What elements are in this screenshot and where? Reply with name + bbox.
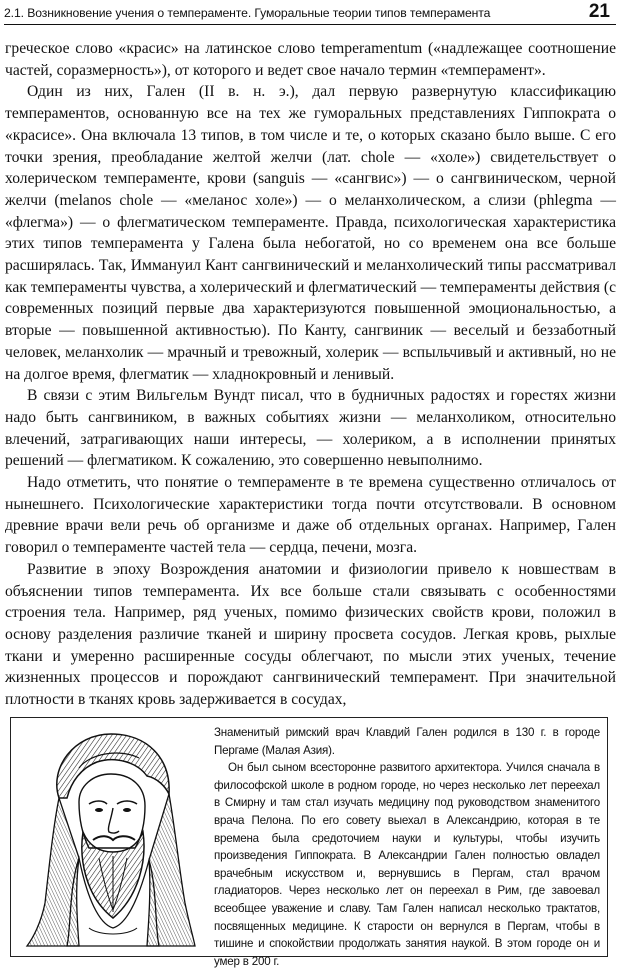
- main-text: [5, 38, 616, 711]
- running-header: [4, 2, 616, 25]
- galen-portrait-engraving: [19, 728, 197, 950]
- paragraph: Надо отметить, что понятие о темпераменте в те времена существенно отличалось от нынешнего. Психологические характеристики тогда почти отсутствовали. В основном древние врачи вели речь об организме и даже об отдельных органах. Например, Гален говорил о темпераменте частей тела — сердца, печени, мозга.: [5, 474, 616, 557]
- biography-paragraph: Он был сыном всесторонне развитого архитектора. Учился сначала в философской школе в родном городе, но через несколько лет переехал в Смирну и там стал изучать медицину под руководством знаменитого врача Пелона. По его совету выехал в Александрию, которая в те времена была средоточием науки и культуры, чтобы изучить произведения Гиппократа. В Александрии Гален полностью овладел врачебным искусством и, вернувшись в Пергам, стал врачом гладиаторов. Через несколько лет он переехал в Рим, где завоевал всеобщее уважение и славу. Там Гален написал несколько трактатов, посвященных медицине. К старости он вернулся в Пергам, чтобы в тишине и спокойствии продолжать занятия наукой. В этом городе он и умер в 200 г.: [214, 761, 600, 968]
- paragraph: Развитие в эпоху Возрождения анатомии и физиологии привело к новшествам в объяснении типов темперамента. Их все больше стали связывать с особенностями строения тела. Например, ряд ученых, помимо физических свойств крови, положил в основу разделения различие тканей и ширину просвета сосудов. Легкая кровь, рыхлые ткани и умеренно расширенные сосуды облегчают, по мысли этих ученых, течение жизненных процессов и порождают сангвинический темперамент. При значительной плотности в тканях кровь задерживается в сосудах,: [5, 560, 616, 709]
- biography-text: [214, 724, 600, 970]
- paragraph: Один из них, Гален (II в. н. э.), дал первую развернутую классификацию темпераментов, основанную все на тех же гуморальных представлениях Гиппократа о «красисе». Она включала 13 типов, в том числе и те, о которых сказано было выше. С его точки зрения, преобладание желтой желчи (лат. chole — «холе») свидетельствует о холерическом темпераменте, крови (sanguis — «сангвис») — о сангвиническом, черной желчи (melanos chole — «меланос холе») — о меланхолическом, а слизи (phlegma — «флегма») — о флегматическом темпераменте. Правда, психологическая характеристика этих типов темперамента у Галена была небогатой, но со временем она все больше расширялась. Так, Иммануил Кант сангвинический и меланхолический типы рассматривал как темпераменты чувства, а холерический и флегматический — темпераменты действия (с современных позиций первые два характеризуются повышенной эмоциональностью, а вторые — повышенной активностью). По Канту, сангвиник — веселый и беззаботный человек, меланхолик — мрачный и тревожный, холерик — вспыльчивый и активный, но не на долгое время, флегматик — хладнокровный и ленивый.: [5, 83, 616, 383]
- biography-lead: Знаменитый римский врач Клавдий Гален родился в 130 г. в городе Пергаме (Малая Азия).: [214, 726, 600, 757]
- paragraph: В связи с этим Вильгельм Вундт писал, что в будничных радостях и горестях жизни надо быть сангвиником, в важных событиях жизни — меланхоликом, относительно влечений, затрагивающих наши интересы, — холериком, а в исполнении принятых решений — флегматиком. К сожалению, это совершенно невыполнимо.: [5, 387, 616, 470]
- chapter-title: 2.1. Возникновение учения о темпераменте. Гуморальные теории типов темперамента: [4, 6, 491, 20]
- biography-box: [10, 717, 608, 968]
- page-number: 21: [588, 1, 610, 22]
- paragraph-continued: греческое слово «красис» на латинское слово temperamentum («надлежащее соотношение частей, соразмерность»), от которого и ведет свое начало термин «темперамент».: [5, 40, 616, 79]
